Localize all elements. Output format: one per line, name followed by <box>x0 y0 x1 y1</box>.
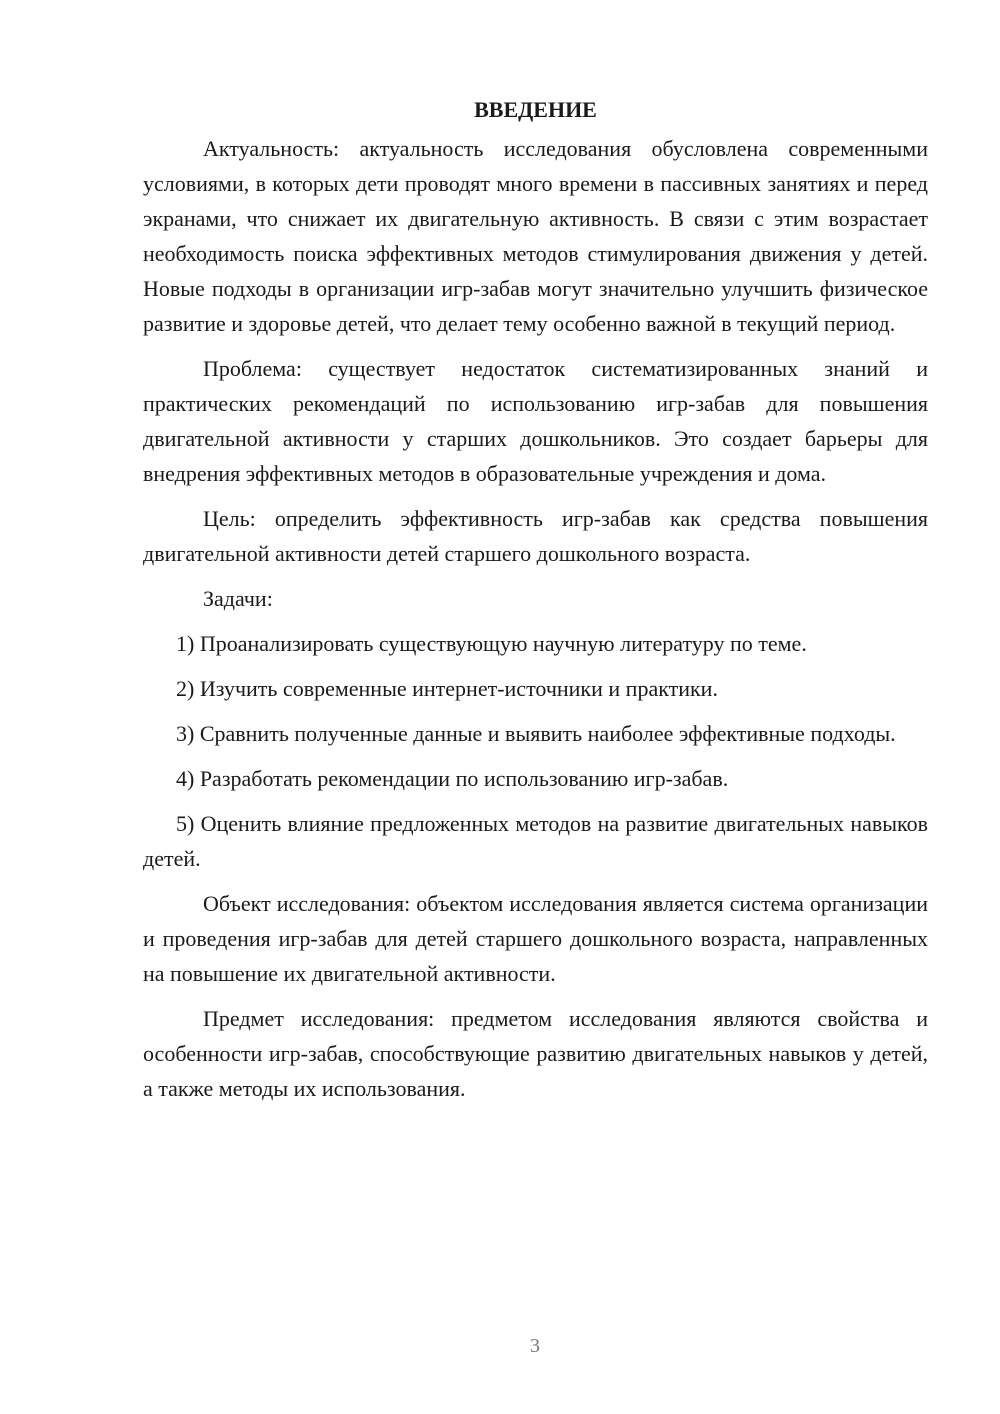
task-item: 1) Проанализировать существующую научную литературу по теме. <box>176 631 807 656</box>
document-page <box>143 95 928 1116</box>
task-item: 4) Разработать рекомендации по использованию игр-забав. <box>176 766 729 791</box>
task-item: 2) Изучить современные интернет-источники и практики. <box>176 676 718 701</box>
task-item: 3) Сравнить полученные данные и выявить наиболее эффективные подходы. <box>176 721 896 746</box>
document-title: ВВЕДЕНИЕ <box>474 97 597 122</box>
subject-paragraph: Предмет исследования: предметом исследования являются свойства и особенности игр-забав, способствующие развитию двигательных навыков у детей, а также методы их использования. <box>143 1006 928 1101</box>
tasks-heading: Задачи: <box>203 586 273 611</box>
task-item: 5) Оценить влияние предложенных методов на развитие двигательных навыков детей. <box>143 811 928 871</box>
problem-paragraph: Проблема: существует недостаток систематизированных знаний и практических рекомендаций по использованию игр-забав для повышения двигательной активности у старших дошкольников. Это создает барьеры для внедрения эффективных методов в образовательные учреждения и дома. <box>143 356 928 486</box>
object-paragraph: Объект исследования: объектом исследования является система организации и проведения игр-забав для детей старшего дошкольного возраста, направленных на повышение их двигательной активности. <box>143 891 928 986</box>
relevance-paragraph: Актуальность: актуальность исследования обусловлена современными условиями, в которых дети проводят много времени в пассивных занятиях и перед экранами, что снижает их двигательную активность. В связи с этим возрастает необходимость поиска эффективных методов стимулирования движения у детей. Новые подходы в организации игр-забав могут значительно улучшить физическое развитие и здоровье детей, что делает тему особенно важной в текущий период. <box>143 136 928 336</box>
page-number: 3 <box>530 1335 540 1357</box>
goal-paragraph: Цель: определить эффективность игр-забав как средства повышения двигательной активности детей старшего дошкольного возраста. <box>143 506 928 566</box>
